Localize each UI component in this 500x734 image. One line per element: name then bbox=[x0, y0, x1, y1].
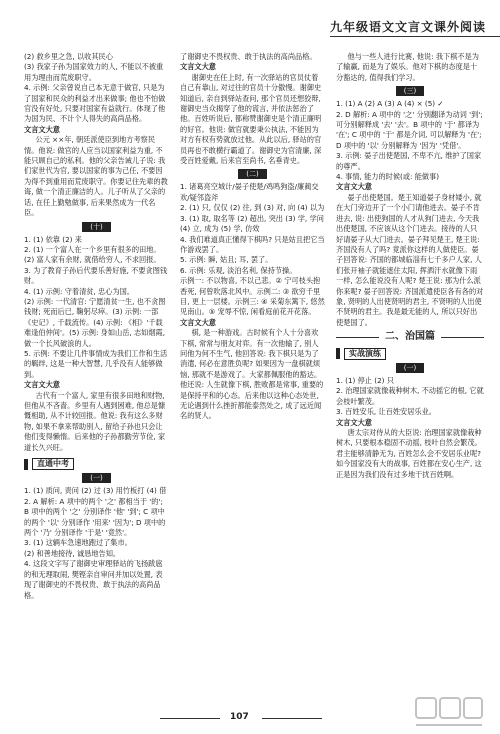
list-item: 1. (1) A (2) A (3) A (4) × (5) ✓ bbox=[336, 99, 444, 109]
paragraph: 晏子出使楚国。楚王知道晏子身材矮小, 就在大门旁边开了一个小门请他进去。晏子不肯进去, 说: 出使狗国的人才从狗门进去, 今天我出使楚国, 不应该从这个门进去。接待的人只好请晏子从大门进去。晏子拜见楚王, 楚王说: 齐国没有人了吗? 竟派你这样的人做使臣。晏子回答说: 齐国的都城临淄有七千多户人家, 人们张开袖子就能遮住太阳, 挥洒汗水就像下雨一样, 怎么能说没有人呢? 楚王说: 那为什么派你来呢? 晏子回答说: 齐国派遣使臣各有各的对象, 贤明的人出使贤明的君主, 不贤明的人出使不贤明的君主。我是最无能的人, 所以只好出使楚国了。 bbox=[336, 192, 484, 327]
list-item: 4. 这段文字写了谢御史审理驿站的飞扬跋扈的和无理取闹, 樊铿亲自审问并加以处置, 表现了谢御史的不畏权贵、敢于执法的高尚品格。 bbox=[24, 559, 163, 600]
paragraph: 公元 ××年, 朝廷派使臣到地方考察民情。他说: 做官的人应当以国家利益为重, 不能只顾自己的私利。他的父亲告诫儿子说: 我们家世代为官, 要以国家的事为己任, 不要因为得不到重用而荒废职守。你要记住先辈的教诲, 做一个清正廉洁的人。儿子听从了父亲的话, 在任上勤勉做事, 后来果然成为一代名臣。 bbox=[24, 135, 168, 218]
column-3 bbox=[336, 52, 484, 480]
text-line: (3) 我家子孙为国家效力的人, 不能以不被重用为理由而荒废职守。 bbox=[24, 62, 164, 82]
section-tab bbox=[24, 222, 169, 232]
section-tab bbox=[336, 86, 484, 96]
section-heading: 文言文大意 bbox=[24, 124, 60, 134]
section-tab-label: (三) bbox=[396, 86, 424, 96]
block-heading bbox=[24, 458, 169, 470]
chapter-heading-label: 二、治国篇 bbox=[385, 331, 435, 343]
list-item: 1. (1) 停止 (2) 只 bbox=[336, 375, 394, 385]
list-item: (2) 富人家有余财, 就借给穷人, 不求回报。 bbox=[24, 255, 161, 265]
list-item: 1. (1) 质问, 责问 (2) 过 (3) 用竹板打 (4) 借 bbox=[24, 486, 167, 496]
paragraph: 谢御史在任上时, 有一次驿站的官员仗着自己有靠山, 对过往的官员十分傲慢。谢御史知道后, 亲自到驿站查问, 那个官员还想狡辩, 谢御史当众揭穿了他的谎言, 并依法惩治了他。百姓听说后, 都称赞谢御史是个清正廉明的好官。他说: 做官就要秉公执法, 不能因为对方有权有势就放过他。从此以后, 驿站的官员再也不敢横行霸道了。谢御史为官清廉, 深受百姓爱戴, 后来官至尚书, 名垂青史。 bbox=[180, 72, 322, 166]
section-tab-label: (十) bbox=[82, 222, 110, 232]
text-line: 了谢御史不畏权贵、敢于执法的高尚品格。 bbox=[180, 52, 317, 61]
section-heading: 文言文大意 bbox=[180, 62, 216, 72]
list-item: 1. (1) 依靠 (2) 来 bbox=[24, 234, 82, 244]
list-item: 4. 我们难道真正懂得下棋吗? 只是姑且把它当作游戏罢了。 bbox=[180, 234, 325, 254]
section-heading: 文言文大意 bbox=[24, 380, 60, 390]
column-2 bbox=[180, 52, 325, 422]
paragraph: 唐太宗对侍从的大臣说: 治理国家就像栽种树木, 只要根本稳固不动摇, 枝叶自然会繁茂。君主能够清静无为, 百姓怎么会不安居乐业呢? 如今国家没有大的战事, 百姓都在安心生产, 这正是因为我们没有过多地干扰百姓啊。 bbox=[336, 428, 482, 479]
list-item: 3. (1) 这辆车急速地跑过了集市。 bbox=[24, 538, 132, 548]
chapter-heading bbox=[336, 332, 484, 342]
list-item: (2) 示例: 一代清官: 宁愿清贫一生, 也不贪图钱财; 死而后已, 鞠躬尽瘁。(3) 示例: 一部《史记》, 千载流传。(4) 示例: 《相》'千载难逢伯仲间'。(5) 示例: 身如山岳, 志如烟霞, 做一个长风破浪的人。 bbox=[24, 296, 166, 348]
heading-bar-icon bbox=[336, 348, 340, 359]
section-tab-label: (一) bbox=[82, 473, 110, 483]
divider bbox=[441, 337, 484, 338]
page-number: 107 bbox=[230, 712, 249, 722]
paragraph: 古代有一个富人, 家里有很多田地和财物, 但他从不吝啬。乡里有人遇到困难, 他总是慷慨相助, 从不计较回报。他说: 我有这么多财物, 如果不拿来帮助别人, 留给子孙也只会让他们变得懒惰。后来他的子孙都勤劳节俭, 家道长久兴旺。 bbox=[24, 390, 166, 452]
list-item: 2. D 解析: A 项中的 '之' 分别翻译为动词 '到'; 可分别解释成 '去' '去'。B 项中的 '于' 都译为 '在'; C 项中的 '于' 都是介词, 可以解释为 '在'; D 项中的 '以' 分别解释为 '因为' '凭借'。 bbox=[336, 109, 483, 150]
section-tab bbox=[24, 473, 169, 483]
section-tab bbox=[336, 363, 484, 373]
section-heading: 文言文大意 bbox=[336, 182, 372, 192]
list-item: 2. 治理国家就像栽种树木, 不动摇它的根, 它就会枝叶繁茂。 bbox=[336, 386, 484, 406]
section-tab-label: (一) bbox=[396, 363, 424, 373]
text-line: (2) 救乡里之急, 以收其民心 bbox=[24, 52, 113, 61]
list-item: 6. 示例: 乐观, 淡泊名利, 保持节操。 bbox=[180, 265, 297, 275]
heading-bar-icon bbox=[24, 459, 28, 470]
list-item: 2. (1) 只, 仅仅 (2) 往, 到 (3) 对, 向 (4) 以为 bbox=[180, 203, 325, 213]
watermark-logo-icon bbox=[414, 696, 484, 730]
section-tab-label: (二) bbox=[238, 169, 266, 179]
list-item: 2. A 解析: A 项中的两个 '之' 都相当于 '的'; B 项中的两个 '之' 分别译作 '他' '到'; C 项中的两个 '以' 分别译作 '用来' '因为'; D 项中的两个 '乃' 分别译作 '于是' '竟然'。 bbox=[24, 496, 166, 538]
list-item: 示例一: 不以物喜, 不以己悲。② 宁可枝头抱香死, 何曾吹落北风中。示例二: ③ 欲穷千里目, 更上一层楼。示例三: ④ 采菊东篱下, 悠然见南山。⑤ 宠辱不惊, 闲看庭前花开花落。 bbox=[180, 276, 325, 317]
section-heading: 文言文大意 bbox=[336, 417, 372, 427]
divider bbox=[160, 718, 220, 719]
divider bbox=[336, 337, 379, 338]
list-item: 3. 百姓安乐, 让百姓安居乐业。 bbox=[336, 407, 436, 417]
block-heading-label: 直通中考 bbox=[32, 458, 74, 470]
list-item: 3. (1) 取, 取名等 (2) 超出, 突出 (3) 学, 学问 (4) 立, 成为 (5) 学, 仿效 bbox=[180, 213, 324, 234]
list-item: 5. 示例: 不要让几件事情成为我们工作和生活的羁绊, 这是一种大智慧, 几乎没有人能够做到。 bbox=[24, 348, 168, 379]
page-header-title: 九年级语文文言文课外阅读 bbox=[329, 20, 486, 34]
list-item: (2) 和善地接待, 诚恳地告知。 bbox=[24, 548, 121, 558]
block-heading-label: 实战演练 bbox=[344, 348, 386, 360]
list-item: 2. (1) 一个富人在一个乡里有很多的田地。 bbox=[24, 244, 161, 254]
paragraph: 棋, 是一种游戏。古时候有个人十分喜欢下棋, 常常与朋友对弈。有一次他输了, 别人问他为何不生气, 他回答说: 我下棋只是为了消遣, 何必在意胜负呢? 如果因为一盘棋就烦恼, 那就不是游戏了。大家都佩服他的豁达。他还说: 人生就像下棋, 胜败都是常事, 重要的是保持平和的心态。后来他以这种心态处世, 无论遇到什么挫折都能泰然处之, 成了远近闻名的贤人。 bbox=[180, 328, 324, 421]
list-item: 4. (1) 示例: 守着清贫, 忠心为国。 bbox=[24, 286, 134, 296]
paragraph: 他与一些人进行比赛, 他说: 我下棋不是为了输赢, 而是为了娱乐。他对下棋的态度是十分豁达的, 值得我们学习。 bbox=[336, 52, 479, 82]
block-heading bbox=[336, 348, 484, 360]
list-item: 5. 示例: 瞬, 姑且; 耳, 罢了。 bbox=[180, 255, 273, 265]
column-1 bbox=[24, 52, 169, 601]
list-item: 3. 示例: 晏子出使楚国, 不卑不亢, 维护了国家的尊严。 bbox=[336, 151, 482, 171]
section-heading: 文言文大意 bbox=[180, 317, 216, 327]
divider bbox=[262, 718, 322, 719]
text-line: 4. 示例: 父亲曾说自己本无意于做官, 只是为了国家和民众的利益才出来做事; 他也不怕做官没有好处, 只要对国家有益就行。体现了他为国为民、不计个人得失的高尚品格。 bbox=[24, 83, 166, 124]
list-item: 3. 为了教育子孙后代要乐善好施, 不要贪图钱财。 bbox=[24, 265, 168, 286]
list-item: 1. 诸葛亮空城计/晏子使楚/鸡鸣狗盗/廉蔺交欢/疑邻盗斧 bbox=[180, 182, 319, 202]
section-tab bbox=[180, 169, 325, 179]
list-item: 4. 事情, 能力的时候(或: 能做事) bbox=[336, 172, 440, 182]
